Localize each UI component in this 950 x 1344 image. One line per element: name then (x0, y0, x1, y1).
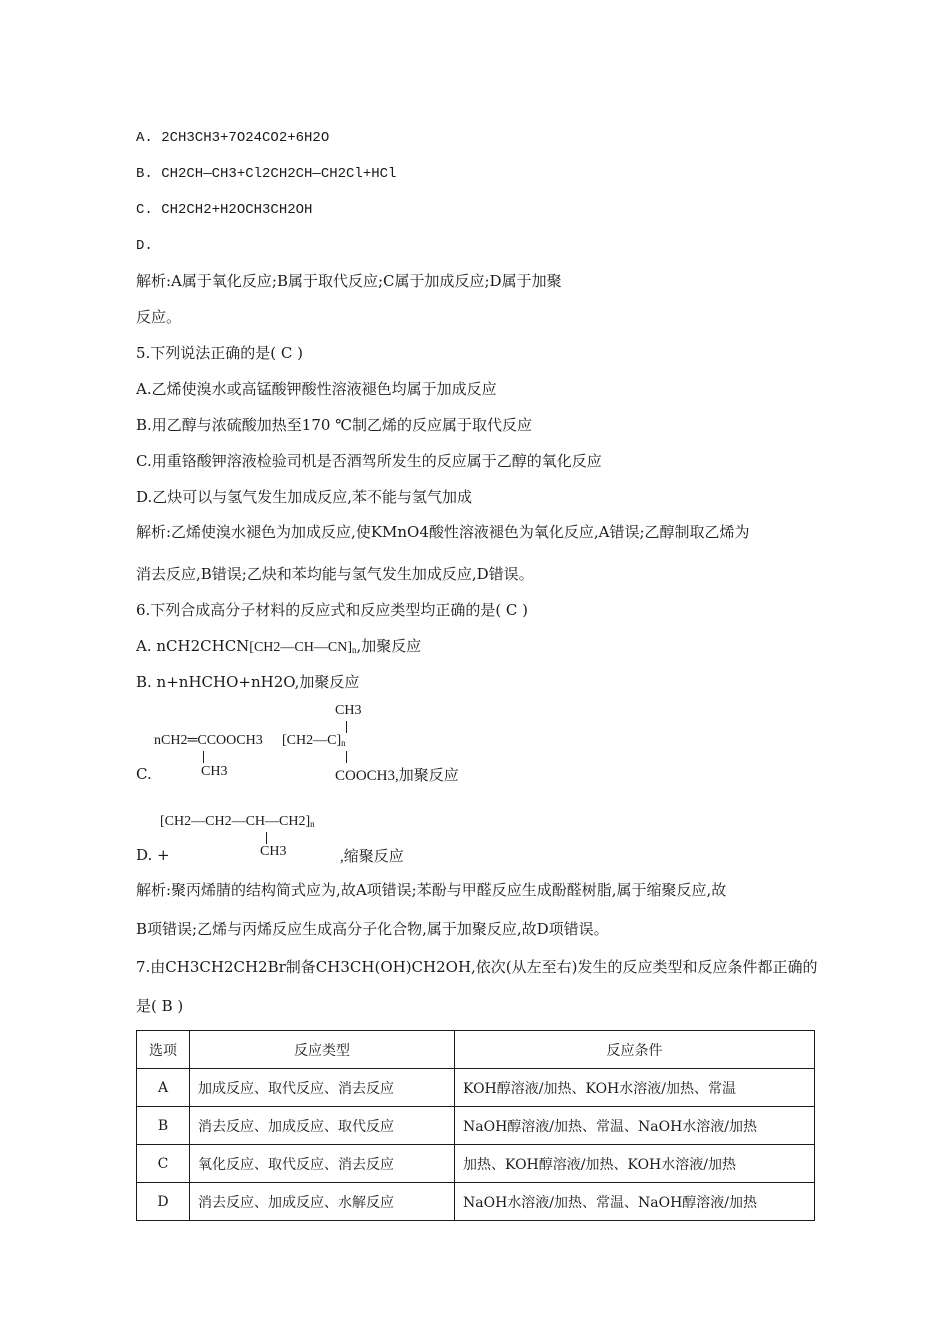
q4-analysis-continued: 反应。 (136, 308, 182, 326)
q6-option-b: B. n+nHCHO+nH2O,加聚反应 (136, 673, 360, 691)
q6-c-ester: COOCH3,加聚反应 (335, 768, 459, 784)
row-reaction-type: 消去反应、加成反应、水解反应 (190, 1183, 455, 1221)
q6-a-type: ,加聚反应 (356, 637, 422, 655)
table-row (137, 1069, 815, 1107)
row-reaction-condition: KOH醇溶液/加热、KOH水溶液/加热、常温 (455, 1069, 815, 1107)
q5-option-a: A.乙烯使溴水或高锰酸钾酸性溶液褪色均属于加成反应 (136, 380, 497, 398)
q6-c-top-methyl: CH3 (335, 703, 362, 718)
q6-d-label: D. + (136, 846, 170, 864)
q6-c-monomer: nCH2═CCOOCH3 (154, 733, 263, 748)
table-row (137, 1183, 815, 1221)
q5-option-d: D.乙炔可以与氢气发生加成反应,苯不能与氢气加成 (136, 488, 473, 506)
q6-d-branch-bond (266, 832, 267, 844)
table-header-row (137, 1031, 815, 1069)
table-row (137, 1145, 815, 1183)
q7-options-table (136, 1030, 815, 1221)
row-reaction-condition: NaOH醇溶液/加热、常温、NaOH水溶液/加热 (455, 1107, 815, 1145)
q5-option-b: B.用乙醇与浓硫酸加热至170 ℃制乙烯的反应属于取代反应 (136, 416, 532, 434)
row-reaction-condition: NaOH水溶液/加热、常温、NaOH醇溶液/加热 (455, 1183, 815, 1221)
q4-option-d: D. (136, 238, 153, 254)
q6-a-polymer: CH2—CH—CN (253, 640, 348, 655)
table-row (137, 1107, 815, 1145)
q4-option-a: A. 2CH3CH3+7O24CO2+6H2O (136, 130, 330, 146)
q7-stem: 7.由CH3CH2CH2Br制备CH3CH(OH)CH2OH,依次(从左至右)发生的反应类型和反应条件都正确的 (136, 958, 818, 976)
row-option: A (137, 1069, 190, 1107)
q5-analysis: 解析:乙烯使溴水褪色为加成反应,使KMnO4酸性溶液褪色为氧化反应,A错误;乙醇制取乙烯为 (136, 523, 750, 541)
q6-a-reactant: A. nCH2CHCN (136, 637, 250, 655)
q4-option-c: C. CH2CH2+H2OCH3CH2OH (136, 202, 313, 218)
q4-analysis: 解析:A属于氧化反应;B属于取代反应;C属于加成反应;D属于加聚 (136, 272, 562, 290)
header-reaction-type: 反应类型 (190, 1031, 455, 1069)
q6-c-polymer-chain: CH2—C (286, 733, 337, 748)
q6-c-monomer-bond (203, 751, 204, 763)
q6-d-polymer-chain: CH2—CH2—CH—CH2 (164, 814, 306, 829)
q6-d-type: ,缩聚反应 (340, 849, 404, 865)
header-option: 选项 (137, 1031, 190, 1069)
q6-c-top-bond (346, 721, 347, 733)
q5-analysis-continued: 消去反应,B错误;乙炔和苯均能与氢气发生加成反应,D错误。 (136, 565, 534, 583)
q6-analysis: 解析:聚丙烯腈的结构简式应为,故A项错误;苯酚与甲醛反应生成酚醛树脂,属于缩聚反应,故 (136, 881, 727, 899)
row-option: B (137, 1107, 190, 1145)
q4-option-b: B. CH2CH—CH3+Cl2CH2CH—CH2Cl+HCl (136, 166, 397, 182)
row-reaction-type: 加成反应、取代反应、消去反应 (190, 1069, 455, 1107)
q6-analysis-continued: B项错误;乙烯与丙烯反应生成高分子化合物,属于加聚反应,故D项错误。 (136, 920, 609, 938)
q6-a-polymer-bracket: $[CH2—CH—CN]_n$ (249, 640, 357, 655)
q6-c-polymer: $[CH2—C]_n$ (282, 733, 346, 748)
q6-c-label: C. (136, 765, 152, 783)
q5-stem: 5.下列说法正确的是( C ) (136, 344, 304, 362)
header-reaction-condition: 反应条件 (455, 1031, 815, 1069)
q6-c-side-methyl: CH3 (201, 764, 228, 779)
row-reaction-type: 氧化反应、取代反应、消去反应 (190, 1145, 455, 1183)
row-reaction-condition: 加热、KOH醇溶液/加热、KOH水溶液/加热 (455, 1145, 815, 1183)
q6-stem: 6.下列合成高分子材料的反应式和反应类型均正确的是( C ) (136, 601, 529, 619)
q6-c-bottom-bond (346, 751, 347, 763)
q6-option-a (136, 636, 421, 658)
q6-d-polymer: $[CH2—CH2—CH—CH2]_n$ (160, 814, 315, 829)
q6-d-side-methyl: CH3 (260, 844, 287, 859)
row-reaction-type: 消去反应、加成反应、取代反应 (190, 1107, 455, 1145)
row-option: D (137, 1183, 190, 1221)
q5-option-c: C.用重铬酸钾溶液检验司机是否酒驾所发生的反应属于乙醇的氧化反应 (136, 452, 602, 470)
q7-stem-continued: 是( B ) (136, 997, 184, 1015)
row-option: C (137, 1145, 190, 1183)
